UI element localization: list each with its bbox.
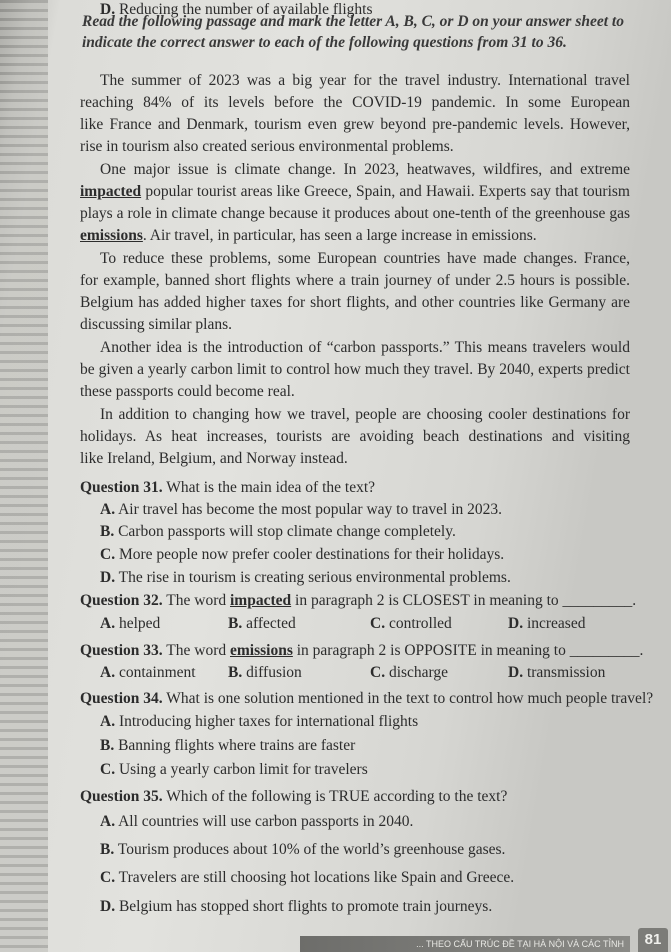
option-letter: A. [100,615,116,632]
option-letter: D. [100,1,116,18]
answer-option [100,868,514,888]
option-letter: C. [370,664,386,681]
passage-line: holidays. As heat increases, tourists are avoiding beach destinations and visiting [80,428,630,445]
option-text: The rise in tourism is creating serious environmental problems. [115,569,511,586]
question-31 [80,478,375,498]
option-letter: C. [370,615,386,632]
option-letter: B. [228,664,243,681]
passage-line: be given a yearly carbon limit to control how much they travel. By 2040, experts predict [80,361,630,378]
answer-option [100,663,196,683]
option-text: All countries will use carbon passports in 2040. [115,813,414,830]
option-letter: A. [100,713,116,730]
option-text: containment [115,664,196,681]
answer-option [100,614,160,634]
option-text: diffusion [242,664,302,681]
option-letter: A. [100,501,116,518]
passage-line: these passports could become real. [80,383,295,400]
option-text: Carbon passports will stop climate change completely. [114,523,456,540]
passage-line: Belgium has added higher taxes for short flights, and other countries like Germany are [80,294,630,311]
passage-line: for example, banned short flights where a train journey of under 2.5 hours is possible. [80,272,630,289]
question-text: in paragraph 2 is OPPOSITE in meaning to _________. [292,642,644,659]
option-letter: C. [100,546,116,563]
option-text: Air travel has become the most popular way to travel in 2023. [115,501,503,518]
option-text: controlled [385,615,452,632]
passage-line: plays a role in climate change because it produces about one-tenth of the greenhouse gas [80,205,630,222]
answer-option [508,663,605,683]
answer-option [100,736,355,756]
passage-text: popular tourist areas like Greece, Spain, and Hawaii. Experts say that tourism [141,183,630,200]
page-number: 81 [638,928,668,952]
passage-line: One major issue is climate change. In 2023, heatwaves, wildfires, and extreme [100,161,630,178]
option-letter: B. [100,523,115,540]
passage-line: The summer of 2023 was a big year for the travel industry. International travel [100,72,630,89]
answer-option [100,712,418,732]
passage-line: reaching 84% of its levels before the COVID-19 pandemic. In some European [80,94,630,111]
passage-line: like France and Denmark, tourism even grew beyond pre-pandemic levels. However, [80,116,630,133]
option-letter: B. [100,737,115,754]
passage-text: . Air travel, in particular, has seen a large increase in emissions. [142,227,537,244]
option-letter: A. [100,664,116,681]
question-label: Question 35. [80,788,163,805]
question-33 [80,641,643,661]
question-text: The word [162,642,230,659]
option-text: transmission [523,664,606,681]
passage-line: like Ireland, Belgium, and Norway instead. [80,450,348,467]
option-text: More people now prefer cooler destinations for their holidays. [115,546,505,563]
question-label: Question 34. [80,690,163,707]
option-text: Using a yearly carbon limit for travelers [115,761,368,778]
question-text: The word [162,592,230,609]
option-text: Belgium has stopped short flights to promote train journeys. [115,898,493,915]
answer-option [228,663,302,683]
answer-option [100,897,492,917]
answer-option [100,522,456,542]
underlined-word: impacted [230,592,292,609]
question-text: in paragraph 2 is CLOSEST in meaning to _________. [291,592,637,609]
question-label: Question 32. [80,592,163,609]
instruction-line: indicate the correct answer to each of the following questions from 31 to 36. [82,34,567,51]
question-35 [80,787,507,807]
instruction-line: Read the following passage and mark the letter A, B, C, or D on your answer sheet to [82,13,624,30]
question-label: Question 31. [80,479,163,496]
option-letter: A. [100,813,116,830]
passage-line: In addition to changing how we travel, people are choosing cooler destinations for [100,406,630,423]
answer-option [100,760,368,780]
answer-option [100,840,505,860]
option-letter: D. [508,615,524,632]
underlined-word: emissions [80,227,143,244]
underlined-word: emissions [230,642,293,659]
question-label: Question 33. [80,642,163,659]
answer-option [370,663,448,683]
answer-option [228,614,296,634]
option-text: increased [523,615,586,632]
answer-option [100,0,372,20]
option-text: Travelers are still choosing hot locations like Spain and Greece. [115,869,515,886]
answer-option [100,500,502,520]
answer-option [100,568,511,588]
option-text: discharge [385,664,449,681]
option-text: Introducing higher taxes for international flights [115,713,419,730]
option-letter: B. [228,615,243,632]
passage-line: To reduce these problems, some European countries have made changes. France, [100,250,630,267]
option-letter: C. [100,869,116,886]
option-letter: D. [508,664,524,681]
question-32 [80,591,636,611]
option-letter: D. [100,569,116,586]
option-letter: D. [100,898,116,915]
question-text: What is one solution mentioned in the text to control how much people travel? [162,690,654,707]
page-footer-banner: ... THEO CẤU TRÚC ĐỀ TẠI HÀ NỘI VÀ CÁC TỈNH [300,936,630,952]
question-text: Which of the following is TRUE according to the text? [162,788,508,805]
answer-option [100,545,504,565]
option-text: Reducing the number of available flights [115,1,373,18]
answer-option [508,614,585,634]
question-34 [80,689,653,709]
option-text: helped [115,615,161,632]
option-text: Banning flights where trains are faster [114,737,356,754]
passage-line [80,226,630,246]
option-text: Tourism produces about 10% of the world’s greenhouse gases. [114,841,506,858]
option-letter: C. [100,761,116,778]
option-letter: B. [100,841,115,858]
passage-line [80,182,630,202]
underlined-word: impacted [80,183,142,200]
option-text: affected [242,615,296,632]
passage-line: Another idea is the introduction of “carbon passports.” This means travelers would [100,339,630,356]
passage-line: rise in tourism also created serious environmental problems. [80,138,454,155]
notebook-binding [0,0,48,952]
answer-option [100,812,413,832]
passage-line: discussing similar plans. [80,316,232,333]
question-text: What is the main idea of the text? [162,479,376,496]
answer-option [370,614,452,634]
